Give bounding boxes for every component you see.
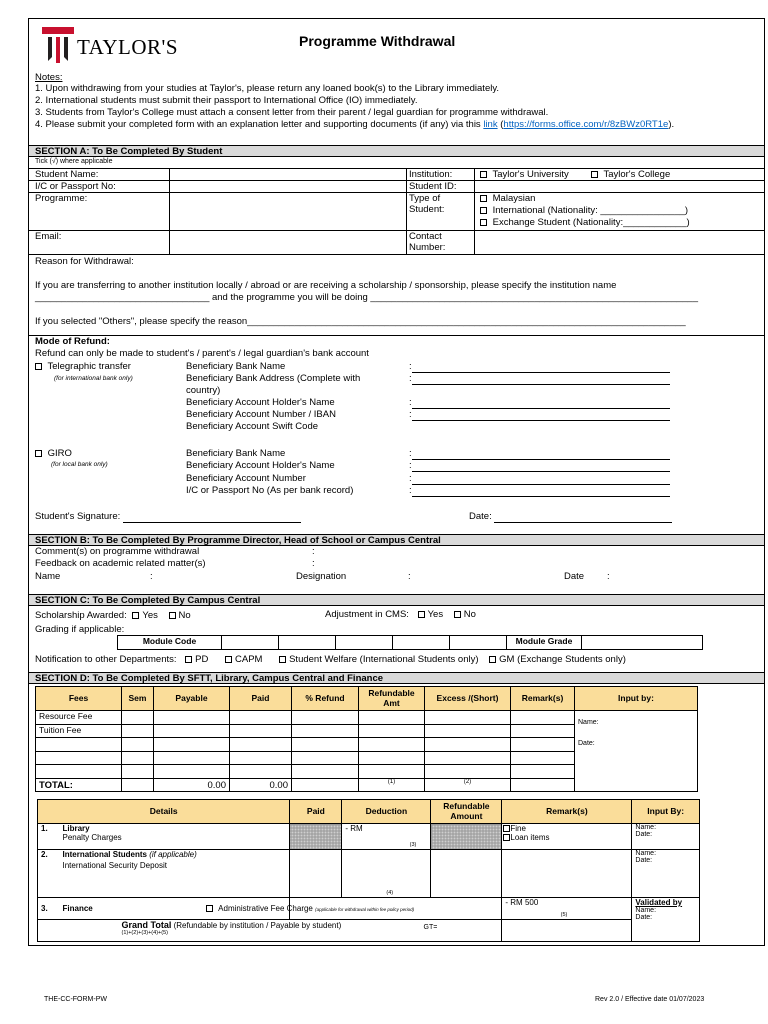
remark-cell[interactable]: Fine Loan items: [502, 824, 632, 850]
email-field[interactable]: [171, 231, 404, 253]
section-a-header: SECTION A: To Be Completed By Student: [29, 145, 764, 157]
table-row: [36, 711, 698, 725]
type-of-student-label: Type of Student:: [409, 193, 445, 215]
giro-input-line[interactable]: :: [409, 461, 670, 472]
fee-name: Tuition Fee: [36, 724, 122, 738]
table-cell[interactable]: [222, 636, 279, 650]
checkbox[interactable]: [489, 656, 496, 663]
table-cell[interactable]: [511, 738, 575, 752]
hatched-cell: [431, 824, 502, 850]
col-header: Input By:: [632, 800, 700, 824]
table-cell[interactable]: [582, 636, 703, 650]
validated-cell[interactable]: Validated by Name: Date:: [632, 898, 700, 942]
table-cell[interactable]: [230, 738, 292, 752]
table-cell[interactable]: [36, 751, 122, 765]
table-cell[interactable]: [425, 738, 511, 752]
table-cell[interactable]: [154, 765, 230, 779]
adjustment-in-cms: Adjustment in CMS: Yes No: [325, 609, 476, 620]
table-cell[interactable]: [511, 711, 575, 725]
institution-option-taylors-college[interactable]: Taylor's College: [591, 170, 670, 181]
deduction-cell[interactable]: - RM (3): [342, 824, 431, 850]
table-cell: [38, 920, 60, 942]
table-cell[interactable]: [450, 636, 507, 650]
col-header: Refundable Amt: [359, 687, 425, 711]
telegraphic-transfer-option[interactable]: Telegraphic transfer: [35, 362, 131, 373]
col-header: Refundable Amount: [431, 800, 502, 824]
table-cell: [292, 778, 359, 792]
table-cell: [511, 778, 575, 792]
hatched-cell: [290, 824, 342, 850]
table-row: [38, 898, 700, 920]
checkbox[interactable]: [279, 656, 286, 663]
fee-name: Resource Fee: [36, 711, 122, 725]
student-id-field[interactable]: [476, 181, 762, 191]
table-cell[interactable]: [359, 738, 425, 752]
total-payable: 0.00: [154, 778, 230, 792]
checkbox[interactable]: [480, 207, 487, 214]
type-option-exchange[interactable]: Exchange Student (Nationality:____________): [480, 218, 690, 229]
table-cell[interactable]: [122, 738, 154, 752]
table-cell: [122, 778, 154, 792]
contact-number-label: Contact Number:: [409, 231, 446, 253]
fees-table: [35, 686, 698, 792]
giro-input-line[interactable]: :: [409, 486, 670, 497]
checkbox[interactable]: [480, 171, 487, 178]
table-cell[interactable]: [425, 751, 511, 765]
page-title: Programme Withdrawal: [299, 33, 456, 49]
transfer-instruction: If you are transferring to another institution locally / abroad or are receiving a scholarship / sponsorship, please specify the institution name: [35, 280, 617, 291]
col-header: Remark(s): [511, 687, 575, 711]
col-header: Paid: [290, 800, 342, 824]
table-cell[interactable]: [154, 724, 230, 738]
input-by-cell[interactable]: Name: Date:: [632, 850, 700, 898]
refund-note: Refund can only be made to student's / parent's / legal guardian's bank account: [35, 348, 369, 359]
col-header: Sem: [122, 687, 154, 711]
notes-heading: Notes:: [35, 72, 63, 83]
finance-cell: Finance: [60, 898, 290, 920]
tt-input-line[interactable]: :: [409, 374, 670, 385]
table-header-row: [36, 687, 698, 711]
table-cell[interactable]: [359, 711, 425, 725]
table-cell[interactable]: [292, 711, 359, 725]
reason-label: Reason for Withdrawal:: [35, 256, 134, 267]
table-cell[interactable]: [359, 751, 425, 765]
table-cell[interactable]: [36, 738, 122, 752]
taylors-logo-icon: [41, 26, 75, 64]
type-option-international[interactable]: International (Nationality: ________________): [480, 206, 688, 217]
table-row: [38, 824, 700, 850]
tt-input-line[interactable]: :: [409, 410, 670, 421]
table-cell[interactable]: [336, 636, 393, 650]
feedback-colon[interactable]: :: [312, 558, 315, 569]
giro-input-line[interactable]: :: [409, 449, 670, 460]
note-4: 4. Please submit your completed form with an explanation letter and supporting documents (if any) via this link (https://forms.office.com/r/8zBWz0RT1e).: [35, 119, 675, 130]
checkbox[interactable]: [206, 905, 213, 912]
checkbox[interactable]: [185, 656, 192, 663]
col-header: Details: [38, 800, 290, 824]
col-header: Paid: [230, 687, 292, 711]
table-cell[interactable]: [279, 636, 336, 650]
deduction-cell[interactable]: (4): [342, 850, 431, 898]
section-b-header: SECTION B: To Be Completed By Programme Director, Head of School or Campus Central: [29, 534, 764, 546]
student-date-field[interactable]: Date:: [469, 512, 672, 523]
institution-option-taylors-university[interactable]: Taylor's University: [480, 170, 569, 181]
checkbox[interactable]: [591, 171, 598, 178]
table-cell[interactable]: [154, 738, 230, 752]
giro-field-label: I/C or Passport No (As per bank record): [186, 485, 354, 496]
giro-option[interactable]: GIRO: [35, 449, 72, 460]
form-url[interactable]: https://forms.office.com/r/8zBWz0RT1e: [503, 119, 669, 130]
student-id-label: Student ID:: [409, 181, 457, 192]
tt-field-label: Beneficiary Account Swift Code: [186, 421, 319, 432]
admin-fee-remark: - RM 500 (5): [502, 898, 632, 920]
admin-fee-cell[interactable]: Administrative Fee Charge (applicable for withdrawal within fee policy period): [290, 898, 502, 920]
ic-passport-field[interactable]: [171, 181, 404, 191]
designation-colon[interactable]: :: [408, 571, 411, 582]
table-cell[interactable]: [502, 850, 632, 898]
type-option-malaysian[interactable]: Malaysian: [480, 194, 535, 205]
checkbox-no[interactable]: [454, 611, 461, 618]
table-cell[interactable]: [359, 765, 425, 779]
contact-number-field[interactable]: [476, 231, 762, 253]
transfer-fields[interactable]: _________________________________ and the programme you will be doing ______________________________________________________________: [35, 292, 698, 303]
table-row: [118, 636, 703, 650]
student-name-field[interactable]: [171, 169, 404, 179]
table-cell[interactable]: [122, 711, 154, 725]
table-cell[interactable]: [393, 636, 450, 650]
tt-input-line[interactable]: :: [409, 398, 670, 409]
programme-field[interactable]: [171, 193, 404, 229]
revision-date: Rev 2.0 / Effective date 01/07/2023: [595, 996, 705, 1003]
tt-field-label: country): [186, 385, 221, 396]
tt-input-line[interactable]: :: [409, 362, 670, 373]
designation-label: Designation: [296, 571, 347, 582]
tt-note: (for international bank only): [54, 375, 133, 382]
note-1: 1. Upon withdrawing from your studies at Taylor's, please return any loaned book(s) to the Library immediately.: [35, 83, 500, 94]
checkbox[interactable]: [35, 363, 42, 370]
feedback-label: Feedback on academic related matter(s): [35, 558, 206, 569]
giro-note: (for local bank only): [51, 461, 108, 468]
tt-field-label: Beneficiary Bank Name: [186, 361, 286, 372]
checkbox-yes[interactable]: [132, 612, 139, 619]
table-cell[interactable]: [230, 765, 292, 779]
input-by-cell[interactable]: Name: Date:: [632, 824, 700, 850]
table-cell[interactable]: [292, 765, 359, 779]
checkbox[interactable]: [35, 450, 42, 457]
table-cell[interactable]: [425, 711, 511, 725]
table-cell[interactable]: [292, 738, 359, 752]
row-number: 2.: [38, 850, 60, 898]
table-cell[interactable]: [122, 751, 154, 765]
email-label: Email:: [35, 231, 62, 242]
checkbox[interactable]: [480, 195, 487, 202]
table-cell[interactable]: [36, 765, 122, 779]
table-cell[interactable]: [425, 724, 511, 738]
grand-total-row: [38, 920, 700, 942]
checkbox-no[interactable]: [169, 612, 176, 619]
international-cell: International Students (if applicable) International Security Deposit: [60, 850, 290, 898]
table-cell[interactable]: [230, 751, 292, 765]
table-cell[interactable]: [359, 724, 425, 738]
student-name-label: Student Name:: [35, 169, 99, 180]
table-header-row: [38, 800, 700, 824]
table-cell[interactable]: [230, 711, 292, 725]
table-row: [38, 850, 700, 898]
table-cell[interactable]: [511, 724, 575, 738]
tt-field-label: Beneficiary Bank Address (Complete with: [186, 373, 361, 384]
module-grade-table: [117, 635, 703, 650]
tt-field-label: Beneficiary Account Holder's Name: [186, 397, 335, 408]
date-colon[interactable]: :: [607, 571, 610, 582]
tt-field-label: Beneficiary Account Number / IBAN: [186, 409, 336, 420]
student-signature-field[interactable]: Student's Signature:: [35, 512, 301, 523]
tick-note: Tick (√) where applicable: [35, 158, 113, 165]
checkbox[interactable]: [225, 656, 232, 663]
mode-of-refund-label: Mode of Refund:: [35, 336, 110, 347]
table-cell[interactable]: [511, 751, 575, 765]
notification-row: Notification to other Departments: PD CAPM Student Welfare (International Students only) GM (Exchange Students only): [35, 654, 626, 665]
form-link[interactable]: link: [483, 119, 498, 130]
name-label: Name: [35, 571, 61, 582]
col-header: Payable: [154, 687, 230, 711]
checkbox[interactable]: [480, 219, 487, 226]
programme-label: Programme:: [35, 193, 88, 204]
col-header: Remark(s): [502, 800, 632, 824]
others-reason-field[interactable]: If you selected "Others", please specify the reason___________________________________________________________________________________: [35, 316, 686, 327]
marker-2: (2): [425, 778, 511, 792]
section-c-header: SECTION C: To Be Completed By Campus Central: [29, 594, 764, 606]
module-code-header: Module Code: [118, 636, 222, 650]
table-cell[interactable]: [511, 765, 575, 779]
module-grade-header: Module Grade: [507, 636, 582, 650]
table-cell[interactable]: [230, 724, 292, 738]
giro-field-label: Beneficiary Account Holder's Name: [186, 460, 335, 471]
col-header: Input by:: [575, 687, 698, 711]
table-cell[interactable]: [122, 765, 154, 779]
form-code: THE-CC-FORM-PW: [44, 996, 107, 1003]
col-header: Deduction: [342, 800, 431, 824]
table-cell[interactable]: [122, 724, 154, 738]
note-2: 2. International students must submit their passport to International Office (IO) immediately.: [35, 95, 418, 106]
total-label: TOTAL:: [36, 778, 122, 792]
comments-label: Comment(s) on programme withdrawal: [35, 546, 200, 557]
ic-passport-label: I/C or Passport No:: [35, 181, 116, 192]
table-cell[interactable]: [431, 850, 502, 898]
grading-label: Grading if applicable:: [35, 624, 125, 635]
giro-field-label: Beneficiary Bank Name: [186, 448, 286, 459]
col-header: Excess /(Short): [425, 687, 511, 711]
brand-name: TAYLOR'S: [77, 35, 179, 59]
checkbox-yes[interactable]: [418, 611, 425, 618]
name-colon[interactable]: :: [150, 571, 153, 582]
marker-1: (1): [359, 778, 425, 792]
details-table: [37, 799, 700, 942]
comments-colon[interactable]: :: [312, 546, 315, 557]
col-header: Fees: [36, 687, 122, 711]
col-header: % Refund: [292, 687, 359, 711]
note-3: 3. Students from Taylor's College must attach a consent letter from their parent / legal guardian for programme withdrawal.: [35, 107, 549, 118]
row-number: 1.: [38, 824, 60, 850]
table-cell[interactable]: [154, 711, 230, 725]
section-d-header: SECTION D: To Be Completed By SFTT, Library, Campus Central and Finance: [29, 672, 764, 684]
giro-field-label: Beneficiary Account Number: [186, 473, 306, 484]
institution-label: Institution:: [409, 169, 453, 180]
giro-input-line[interactable]: :: [409, 474, 670, 485]
scholarship-awarded: Scholarship Awarded: Yes No: [35, 610, 191, 621]
table-cell[interactable]: [154, 751, 230, 765]
row-number: 3.: [38, 898, 60, 920]
library-cell: Library Penalty Charges: [60, 824, 290, 850]
date-label: Date: [564, 571, 585, 582]
table-cell[interactable]: [292, 751, 359, 765]
form-frame: [28, 18, 765, 946]
table-cell[interactable]: [292, 724, 359, 738]
table-cell[interactable]: [290, 850, 342, 898]
grand-total-cell: Grand Total (Refundable by institution / Payable by student) (1)+(2)+(3)+(4)+(5) GT=: [60, 920, 502, 942]
grand-total-value[interactable]: [502, 920, 632, 942]
input-by-cell[interactable]: Name: Date:: [575, 711, 698, 792]
table-cell[interactable]: [425, 765, 511, 779]
total-paid: 0.00: [230, 778, 292, 792]
